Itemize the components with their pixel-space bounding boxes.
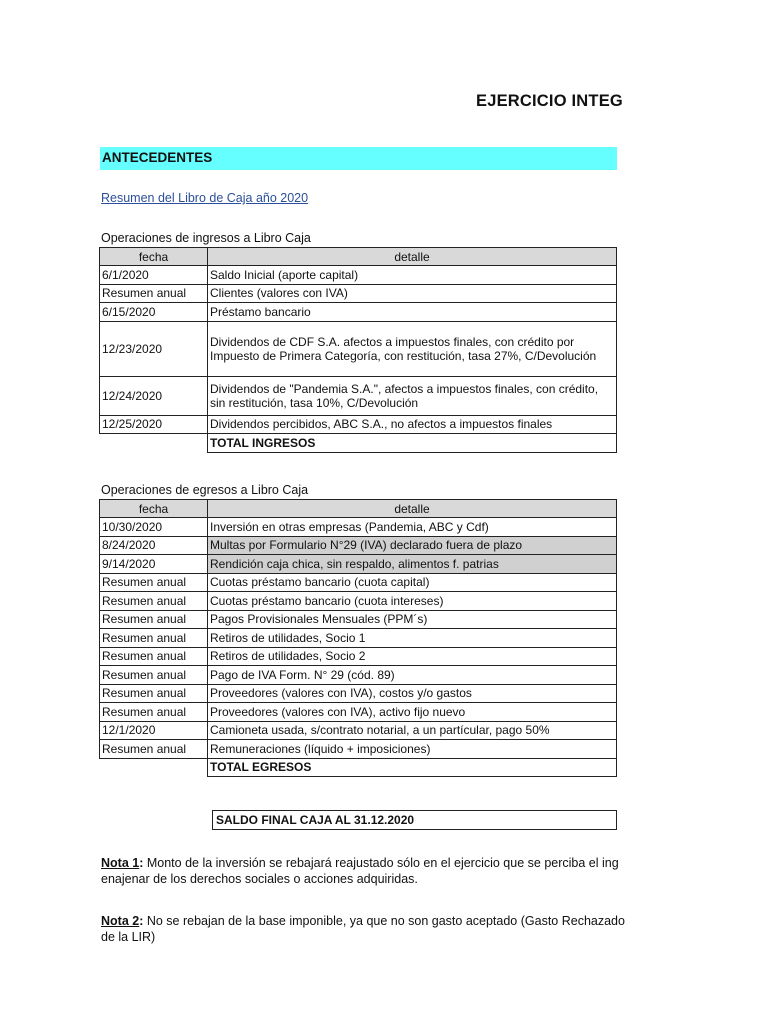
detalle-cell: Inversión en otras empresas (Pandemia, ABC y Cdf) xyxy=(208,518,617,537)
column-header-detalle: detalle xyxy=(208,248,617,266)
fecha-cell: Resumen anual xyxy=(100,666,208,685)
detalle-cell: Retiros de utilidades, Socio 1 xyxy=(208,629,617,648)
detalle-cell: Camioneta usada, s/contrato notarial, a un partícular, pago 50% xyxy=(208,721,617,740)
egresos-table xyxy=(99,499,617,777)
saldo-final-box: SALDO FINAL CAJA AL 31.12.2020 xyxy=(212,810,617,830)
ingresos-table xyxy=(99,247,617,453)
ingresos-caption: Operaciones de ingresos a Libro Caja xyxy=(101,231,311,245)
fecha-cell: Resumen anual xyxy=(100,284,208,303)
table-row xyxy=(100,647,617,666)
detalle-cell: Dividendos de CDF S.A. afectos a impuestos finales, con crédito por Impuesto de Primera Categoría, con restitución, tasa 27%, C/Devolución xyxy=(208,321,617,376)
fecha-cell: Resumen anual xyxy=(100,703,208,722)
table-row xyxy=(100,555,617,574)
section-title: ANTECEDENTES xyxy=(102,150,213,165)
detalle-cell: Pagos Provisionales Mensuales (PPM´s) xyxy=(208,610,617,629)
detalle-cell: Saldo Inicial (aporte capital) xyxy=(208,266,617,285)
table-row xyxy=(100,721,617,740)
nota-2-label: Nota 2 xyxy=(101,914,140,928)
fecha-cell: Resumen anual xyxy=(100,629,208,648)
total-row xyxy=(100,758,617,777)
table-row xyxy=(100,666,617,685)
detalle-cell: Retiros de utilidades, Socio 2 xyxy=(208,647,617,666)
detalle-cell: Pago de IVA Form. N° 29 (cód. 89) xyxy=(208,666,617,685)
detalle-cell: Multas por Formulario N°29 (IVA) declarado fuera de plazo xyxy=(208,536,617,555)
detalle-cell: Proveedores (valores con IVA), costos y/o gastos xyxy=(208,684,617,703)
detalle-cell: Dividendos de "Pandemia S.A.", afectos a impuestos finales, con crédito, sin restitución, tasa 10%, C/Devolución xyxy=(208,376,617,415)
detalle-cell: Préstamo bancario xyxy=(208,303,617,322)
fecha-cell: Resumen anual xyxy=(100,592,208,611)
table-row xyxy=(100,266,617,285)
total-row xyxy=(100,434,617,453)
table-row xyxy=(100,592,617,611)
detalle-cell: Dividendos percibidos, ABC S.A., no afectos a impuestos finales xyxy=(208,415,617,434)
column-header-detalle: detalle xyxy=(208,500,617,518)
fecha-cell: 12/23/2020 xyxy=(100,321,208,376)
fecha-cell: 9/14/2020 xyxy=(100,555,208,574)
egresos-caption: Operaciones de egresos a Libro Caja xyxy=(101,483,309,497)
table-row xyxy=(100,610,617,629)
table-row xyxy=(100,303,617,322)
table-row xyxy=(100,684,617,703)
nota-2-line1: No se rebajan de la base imponible, ya que no son gasto aceptado (Gasto Rechazado xyxy=(146,914,625,928)
detalle-cell: Proveedores (valores con IVA), activo fijo nuevo xyxy=(208,703,617,722)
summary-link[interactable]: Resumen del Libro de Caja año 2020 xyxy=(101,191,309,205)
fecha-cell: Resumen anual xyxy=(100,684,208,703)
fecha-cell: 12/1/2020 xyxy=(100,721,208,740)
nota-1-line2: enajenar de los derechos sociales o acciones adquiridas. xyxy=(101,872,418,886)
fecha-cell: 12/24/2020 xyxy=(100,376,208,415)
fecha-cell: 10/30/2020 xyxy=(100,518,208,537)
table-row xyxy=(100,703,617,722)
table-row xyxy=(100,415,617,434)
fecha-cell: 6/1/2020 xyxy=(100,266,208,285)
table-row xyxy=(100,321,617,376)
table-row xyxy=(100,536,617,555)
fecha-cell: Resumen anual xyxy=(100,647,208,666)
detalle-cell: Cuotas préstamo bancario (cuota capital) xyxy=(208,573,617,592)
nota-2: Nota 2: No se rebajan de la base imponible, ya que no son gasto aceptado (Gasto Rechazado de la LIR) xyxy=(101,914,625,944)
detalle-cell: Cuotas préstamo bancario (cuota intereses) xyxy=(208,592,617,611)
page-title: EJERCICIO INTEG xyxy=(476,92,623,110)
detalle-cell: Clientes (valores con IVA) xyxy=(208,284,617,303)
table-row xyxy=(100,740,617,759)
total-ingresos-label: TOTAL INGRESOS xyxy=(208,434,617,453)
table-row xyxy=(100,629,617,648)
fecha-cell: Resumen anual xyxy=(100,610,208,629)
nota-1-label: Nota 1 xyxy=(101,856,140,870)
table-row xyxy=(100,284,617,303)
total-egresos-label: TOTAL EGRESOS xyxy=(208,758,617,777)
nota-2-line2: de la LIR) xyxy=(101,930,156,944)
table-row xyxy=(100,518,617,537)
fecha-cell: Resumen anual xyxy=(100,740,208,759)
column-header-fecha: fecha xyxy=(100,248,208,266)
fecha-cell: 6/15/2020 xyxy=(100,303,208,322)
detalle-cell: Rendición caja chica, sin respaldo, alimentos f. patrias xyxy=(208,555,617,574)
detalle-cell: Remuneraciones (líquido + imposiciones) xyxy=(208,740,617,759)
fecha-cell: Resumen anual xyxy=(100,573,208,592)
fecha-cell: 8/24/2020 xyxy=(100,536,208,555)
fecha-cell: 12/25/2020 xyxy=(100,415,208,434)
table-row xyxy=(100,573,617,592)
section-banner xyxy=(100,147,617,170)
column-header-fecha: fecha xyxy=(100,500,208,518)
table-row xyxy=(100,376,617,415)
nota-1: Nota 1: Monto de la inversión se rebajará reajustado sólo en el ejercicio que se perciba el ing enajenar de los derechos sociales o acciones adquiridas. xyxy=(101,856,619,886)
nota-1-line1: Monto de la inversión se rebajará reajustado sólo en el ejercicio que se perciba el ing xyxy=(146,856,619,870)
